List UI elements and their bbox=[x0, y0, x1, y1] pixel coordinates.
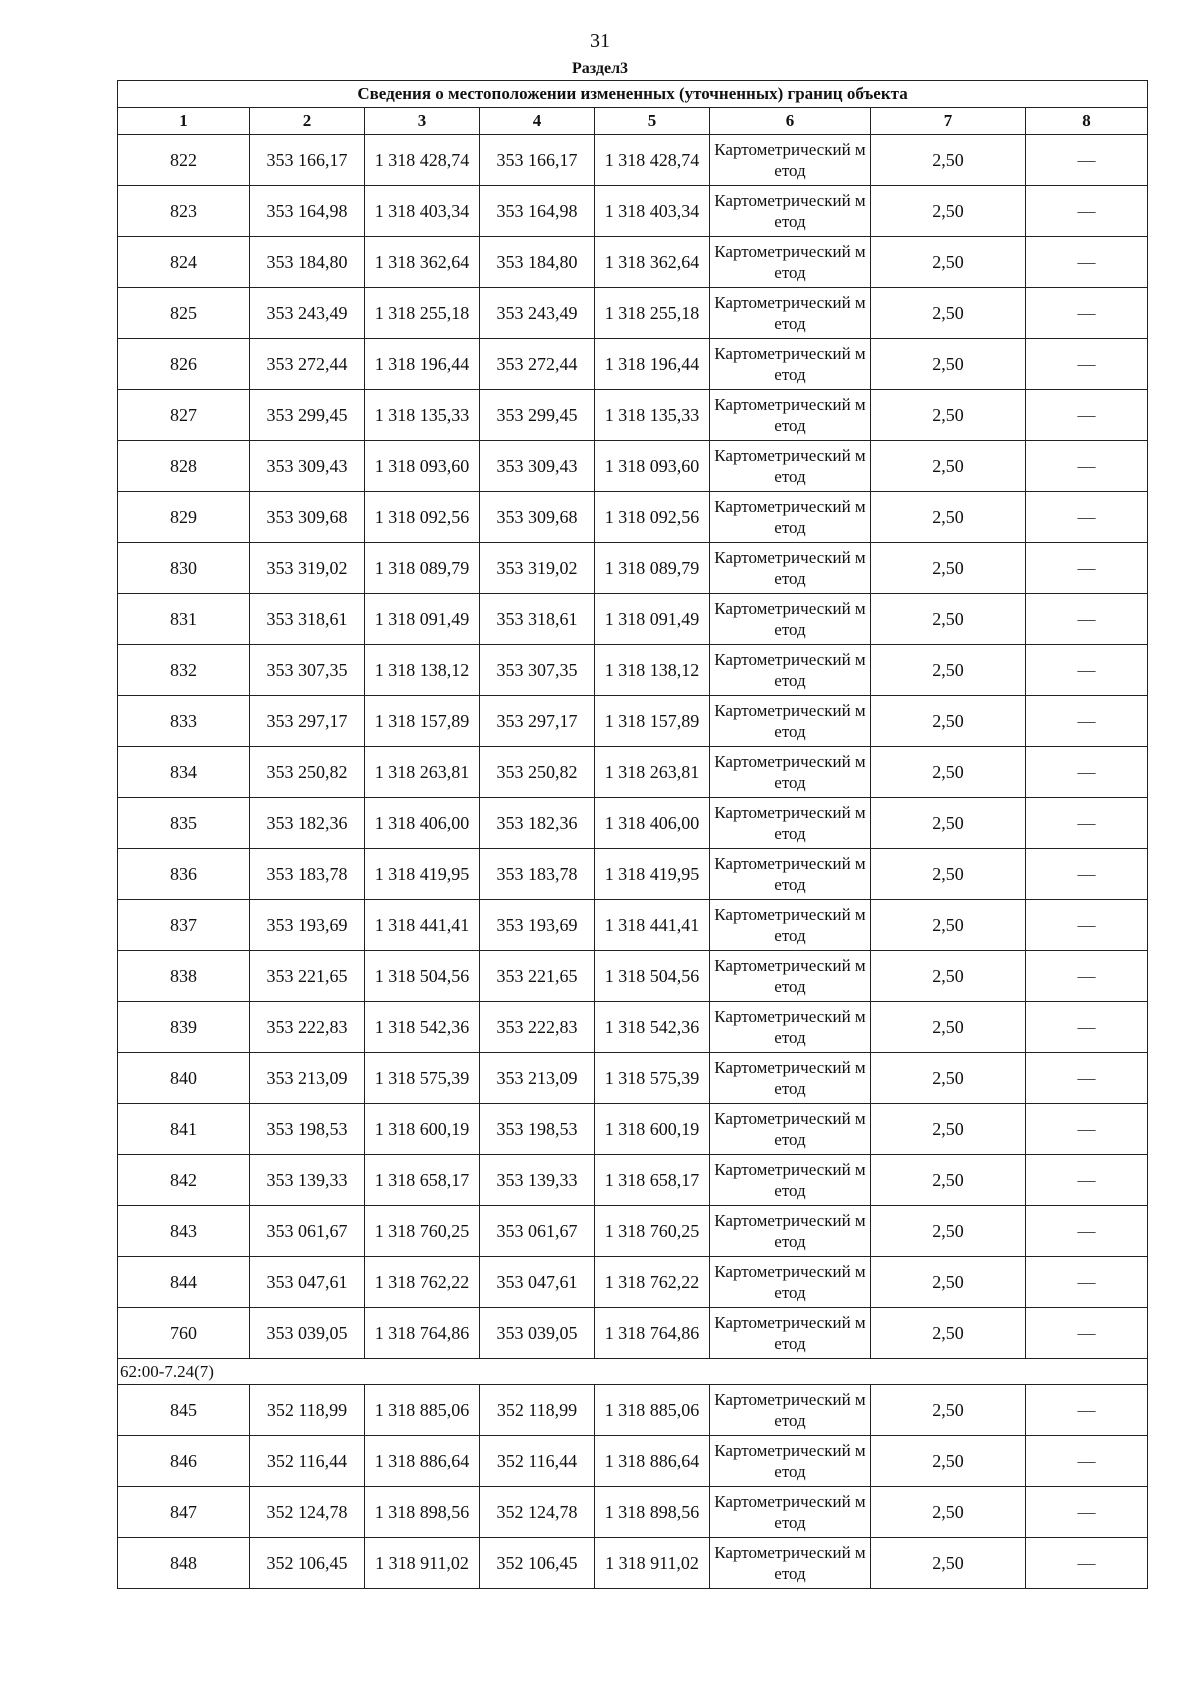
coordinate-cell: 1 318 157,89 bbox=[365, 696, 480, 747]
coordinate-cell: 1 318 196,44 bbox=[365, 339, 480, 390]
coordinate-cell: 353 221,65 bbox=[250, 951, 365, 1002]
coordinate-cell: 1 318 263,81 bbox=[365, 747, 480, 798]
coordinate-cell: 1 318 575,39 bbox=[595, 1053, 710, 1104]
point-number-cell: 837 bbox=[118, 900, 250, 951]
method-cell: Картометрический метод bbox=[710, 1487, 871, 1538]
point-number-cell: 822 bbox=[118, 135, 250, 186]
coordinate-cell: 1 318 885,06 bbox=[365, 1385, 480, 1436]
coordinate-cell: 353 139,33 bbox=[480, 1155, 595, 1206]
point-number-cell: 830 bbox=[118, 543, 250, 594]
coordinate-cell: 352 106,45 bbox=[250, 1538, 365, 1589]
coordinate-cell: 1 318 406,00 bbox=[595, 798, 710, 849]
accuracy-cell: 2,50 bbox=[871, 441, 1026, 492]
group-row bbox=[118, 1359, 1148, 1385]
table-row bbox=[118, 339, 1148, 390]
table-row bbox=[118, 1155, 1148, 1206]
accuracy-cell: 2,50 bbox=[871, 135, 1026, 186]
coordinate-cell: 353 309,68 bbox=[480, 492, 595, 543]
point-number-cell: 825 bbox=[118, 288, 250, 339]
point-number-cell: 829 bbox=[118, 492, 250, 543]
method-cell: Картометрический метод bbox=[710, 1385, 871, 1436]
table-row bbox=[118, 543, 1148, 594]
coordinate-cell: 353 297,17 bbox=[480, 696, 595, 747]
table-row bbox=[118, 1257, 1148, 1308]
method-cell: Картометрический метод bbox=[710, 1002, 871, 1053]
method-cell: Картометрический метод bbox=[710, 645, 871, 696]
coordinate-cell: 352 124,78 bbox=[480, 1487, 595, 1538]
note-cell: — bbox=[1026, 951, 1148, 1002]
coordinate-cell: 353 309,43 bbox=[480, 441, 595, 492]
coordinate-cell: 1 318 575,39 bbox=[365, 1053, 480, 1104]
table-row bbox=[118, 1436, 1148, 1487]
coordinate-cell: 352 118,99 bbox=[250, 1385, 365, 1436]
coordinate-cell: 1 318 911,02 bbox=[595, 1538, 710, 1589]
note-cell: — bbox=[1026, 1436, 1148, 1487]
coordinate-cell: 353 309,43 bbox=[250, 441, 365, 492]
point-number-cell: 842 bbox=[118, 1155, 250, 1206]
coordinate-cell: 353 213,09 bbox=[250, 1053, 365, 1104]
accuracy-cell: 2,50 bbox=[871, 594, 1026, 645]
accuracy-cell: 2,50 bbox=[871, 798, 1026, 849]
coordinate-cell: 1 318 600,19 bbox=[365, 1104, 480, 1155]
method-cell: Картометрический метод bbox=[710, 1308, 871, 1359]
coordinate-cell: 1 318 428,74 bbox=[365, 135, 480, 186]
point-number-cell: 839 bbox=[118, 1002, 250, 1053]
note-cell: — bbox=[1026, 1385, 1148, 1436]
point-number-cell: 823 bbox=[118, 186, 250, 237]
coordinate-cell: 353 184,80 bbox=[250, 237, 365, 288]
coordinate-cell: 353 250,82 bbox=[480, 747, 595, 798]
accuracy-cell: 2,50 bbox=[871, 390, 1026, 441]
coordinate-cell: 1 318 764,86 bbox=[365, 1308, 480, 1359]
coordinate-cell: 353 198,53 bbox=[250, 1104, 365, 1155]
coordinate-cell: 1 318 428,74 bbox=[595, 135, 710, 186]
coordinate-cell: 352 106,45 bbox=[480, 1538, 595, 1589]
method-cell: Картометрический метод bbox=[710, 1436, 871, 1487]
coordinate-cell: 353 307,35 bbox=[250, 645, 365, 696]
accuracy-cell: 2,50 bbox=[871, 339, 1026, 390]
note-cell: — bbox=[1026, 747, 1148, 798]
note-cell: — bbox=[1026, 288, 1148, 339]
coordinate-cell: 353 272,44 bbox=[480, 339, 595, 390]
coordinate-cell: 1 318 886,64 bbox=[595, 1436, 710, 1487]
method-cell: Картометрический метод bbox=[710, 1053, 871, 1104]
table-row bbox=[118, 390, 1148, 441]
note-cell: — bbox=[1026, 543, 1148, 594]
coordinate-cell: 353 221,65 bbox=[480, 951, 595, 1002]
note-cell: — bbox=[1026, 1206, 1148, 1257]
note-cell: — bbox=[1026, 849, 1148, 900]
column-header-4: 4 bbox=[480, 108, 595, 135]
accuracy-cell: 2,50 bbox=[871, 696, 1026, 747]
note-cell: — bbox=[1026, 186, 1148, 237]
coordinate-cell: 1 318 135,33 bbox=[365, 390, 480, 441]
note-cell: — bbox=[1026, 492, 1148, 543]
point-number-cell: 824 bbox=[118, 237, 250, 288]
coordinate-cell: 1 318 135,33 bbox=[595, 390, 710, 441]
column-header-3: 3 bbox=[365, 108, 480, 135]
method-cell: Картометрический метод bbox=[710, 441, 871, 492]
table-row bbox=[118, 696, 1148, 747]
point-number-cell: 836 bbox=[118, 849, 250, 900]
column-header-row bbox=[118, 108, 1148, 135]
accuracy-cell: 2,50 bbox=[871, 747, 1026, 798]
coordinate-cell: 1 318 196,44 bbox=[595, 339, 710, 390]
coordinate-cell: 353 198,53 bbox=[480, 1104, 595, 1155]
coordinate-cell: 1 318 091,49 bbox=[595, 594, 710, 645]
note-cell: — bbox=[1026, 798, 1148, 849]
coordinate-cell: 1 318 658,17 bbox=[595, 1155, 710, 1206]
coordinate-cell: 1 318 138,12 bbox=[365, 645, 480, 696]
coordinate-cell: 1 318 504,56 bbox=[365, 951, 480, 1002]
point-number-cell: 845 bbox=[118, 1385, 250, 1436]
coordinate-cell: 1 318 089,79 bbox=[365, 543, 480, 594]
coordinate-cell: 353 243,49 bbox=[250, 288, 365, 339]
note-cell: — bbox=[1026, 1053, 1148, 1104]
coordinate-cell: 353 297,17 bbox=[250, 696, 365, 747]
table-row bbox=[118, 849, 1148, 900]
accuracy-cell: 2,50 bbox=[871, 951, 1026, 1002]
coordinate-cell: 353 139,33 bbox=[250, 1155, 365, 1206]
coordinate-cell: 1 318 091,49 bbox=[365, 594, 480, 645]
coordinate-cell: 1 318 138,12 bbox=[595, 645, 710, 696]
coordinate-cell: 1 318 760,25 bbox=[595, 1206, 710, 1257]
note-cell: — bbox=[1026, 1002, 1148, 1053]
accuracy-cell: 2,50 bbox=[871, 1257, 1026, 1308]
coordinate-cell: 1 318 762,22 bbox=[595, 1257, 710, 1308]
coordinates-table bbox=[117, 80, 1148, 1589]
coordinate-cell: 353 061,67 bbox=[250, 1206, 365, 1257]
column-header-1: 1 bbox=[118, 108, 250, 135]
method-cell: Картометрический метод bbox=[710, 492, 871, 543]
table-row bbox=[118, 135, 1148, 186]
note-cell: — bbox=[1026, 441, 1148, 492]
coordinate-cell: 353 164,98 bbox=[480, 186, 595, 237]
point-number-cell: 828 bbox=[118, 441, 250, 492]
coordinate-cell: 353 299,45 bbox=[250, 390, 365, 441]
table-row bbox=[118, 441, 1148, 492]
coordinate-cell: 1 318 093,60 bbox=[365, 441, 480, 492]
method-cell: Картометрический метод bbox=[710, 1104, 871, 1155]
table-row bbox=[118, 186, 1148, 237]
coordinate-cell: 352 124,78 bbox=[250, 1487, 365, 1538]
point-number-cell: 833 bbox=[118, 696, 250, 747]
accuracy-cell: 2,50 bbox=[871, 849, 1026, 900]
method-cell: Картометрический метод bbox=[710, 798, 871, 849]
coordinate-cell: 352 118,99 bbox=[480, 1385, 595, 1436]
table-row bbox=[118, 1104, 1148, 1155]
point-number-cell: 848 bbox=[118, 1538, 250, 1589]
coordinate-cell: 1 318 542,36 bbox=[595, 1002, 710, 1053]
table-row bbox=[118, 798, 1148, 849]
group-label: 62:00-7.24(7) bbox=[118, 1359, 1148, 1385]
coordinate-cell: 352 116,44 bbox=[480, 1436, 595, 1487]
accuracy-cell: 2,50 bbox=[871, 900, 1026, 951]
column-header-5: 5 bbox=[595, 108, 710, 135]
accuracy-cell: 2,50 bbox=[871, 186, 1026, 237]
coordinate-cell: 353 243,49 bbox=[480, 288, 595, 339]
coordinate-cell: 353 047,61 bbox=[480, 1257, 595, 1308]
coordinate-cell: 353 307,35 bbox=[480, 645, 595, 696]
table-row bbox=[118, 1308, 1148, 1359]
point-number-cell: 760 bbox=[118, 1308, 250, 1359]
coordinate-cell: 353 222,83 bbox=[480, 1002, 595, 1053]
table-row bbox=[118, 900, 1148, 951]
coordinate-cell: 352 116,44 bbox=[250, 1436, 365, 1487]
method-cell: Картометрический метод bbox=[710, 849, 871, 900]
coordinate-cell: 1 318 760,25 bbox=[365, 1206, 480, 1257]
coordinate-cell: 353 061,67 bbox=[480, 1206, 595, 1257]
coordinate-cell: 1 318 255,18 bbox=[365, 288, 480, 339]
coordinate-cell: 1 318 089,79 bbox=[595, 543, 710, 594]
point-number-cell: 844 bbox=[118, 1257, 250, 1308]
coordinate-cell: 1 318 419,95 bbox=[365, 849, 480, 900]
method-cell: Картометрический метод bbox=[710, 135, 871, 186]
coordinate-cell: 353 309,68 bbox=[250, 492, 365, 543]
coordinate-cell: 1 318 092,56 bbox=[365, 492, 480, 543]
page-number: 31 bbox=[590, 30, 610, 52]
coordinate-cell: 353 039,05 bbox=[250, 1308, 365, 1359]
table-row bbox=[118, 1053, 1148, 1104]
note-cell: — bbox=[1026, 645, 1148, 696]
coordinate-cell: 1 318 885,06 bbox=[595, 1385, 710, 1436]
table-row bbox=[118, 1538, 1148, 1589]
table-row bbox=[118, 288, 1148, 339]
accuracy-cell: 2,50 bbox=[871, 645, 1026, 696]
coordinate-cell: 353 193,69 bbox=[480, 900, 595, 951]
coordinate-cell: 353 166,17 bbox=[480, 135, 595, 186]
note-cell: — bbox=[1026, 1308, 1148, 1359]
coordinate-cell: 353 182,36 bbox=[250, 798, 365, 849]
method-cell: Картометрический метод bbox=[710, 237, 871, 288]
table-row bbox=[118, 747, 1148, 798]
point-number-cell: 843 bbox=[118, 1206, 250, 1257]
coordinate-cell: 1 318 898,56 bbox=[365, 1487, 480, 1538]
accuracy-cell: 2,50 bbox=[871, 492, 1026, 543]
table-row bbox=[118, 594, 1148, 645]
point-number-cell: 826 bbox=[118, 339, 250, 390]
coordinate-cell: 1 318 441,41 bbox=[595, 900, 710, 951]
coordinate-cell: 353 039,05 bbox=[480, 1308, 595, 1359]
coordinate-cell: 1 318 406,00 bbox=[365, 798, 480, 849]
coordinate-cell: 1 318 157,89 bbox=[595, 696, 710, 747]
coordinate-cell: 353 184,80 bbox=[480, 237, 595, 288]
accuracy-cell: 2,50 bbox=[871, 1308, 1026, 1359]
accuracy-cell: 2,50 bbox=[871, 1487, 1026, 1538]
method-cell: Картометрический метод bbox=[710, 951, 871, 1002]
coordinate-cell: 1 318 255,18 bbox=[595, 288, 710, 339]
table-row bbox=[118, 492, 1148, 543]
coordinate-cell: 353 222,83 bbox=[250, 1002, 365, 1053]
coordinate-cell: 1 318 263,81 bbox=[595, 747, 710, 798]
method-cell: Картометрический метод bbox=[710, 747, 871, 798]
point-number-cell: 838 bbox=[118, 951, 250, 1002]
method-cell: Картометрический метод bbox=[710, 1257, 871, 1308]
coordinate-cell: 353 183,78 bbox=[480, 849, 595, 900]
coordinate-cell: 353 047,61 bbox=[250, 1257, 365, 1308]
coordinate-cell: 353 183,78 bbox=[250, 849, 365, 900]
note-cell: — bbox=[1026, 900, 1148, 951]
method-cell: Картометрический метод bbox=[710, 696, 871, 747]
coordinate-cell: 353 318,61 bbox=[480, 594, 595, 645]
coordinate-cell: 1 318 093,60 bbox=[595, 441, 710, 492]
accuracy-cell: 2,50 bbox=[871, 1104, 1026, 1155]
point-number-cell: 841 bbox=[118, 1104, 250, 1155]
point-number-cell: 835 bbox=[118, 798, 250, 849]
column-header-2: 2 bbox=[250, 108, 365, 135]
accuracy-cell: 2,50 bbox=[871, 1538, 1026, 1589]
method-cell: Картометрический метод bbox=[710, 288, 871, 339]
point-number-cell: 834 bbox=[118, 747, 250, 798]
column-header-7: 7 bbox=[871, 108, 1026, 135]
coordinate-cell: 353 193,69 bbox=[250, 900, 365, 951]
accuracy-cell: 2,50 bbox=[871, 1385, 1026, 1436]
accuracy-cell: 2,50 bbox=[871, 1053, 1026, 1104]
coordinate-cell: 353 319,02 bbox=[250, 543, 365, 594]
method-cell: Картометрический метод bbox=[710, 339, 871, 390]
section-title: Раздел3 bbox=[571, 60, 629, 77]
coordinate-cell: 353 213,09 bbox=[480, 1053, 595, 1104]
table-body bbox=[118, 135, 1148, 1589]
table-row bbox=[118, 1385, 1148, 1436]
note-cell: — bbox=[1026, 696, 1148, 747]
coordinate-cell: 353 318,61 bbox=[250, 594, 365, 645]
point-number-cell: 827 bbox=[118, 390, 250, 441]
coordinate-cell: 353 166,17 bbox=[250, 135, 365, 186]
coordinate-cell: 1 318 403,34 bbox=[595, 186, 710, 237]
coordinate-cell: 1 318 542,36 bbox=[365, 1002, 480, 1053]
coordinate-cell: 1 318 441,41 bbox=[365, 900, 480, 951]
coordinate-cell: 353 164,98 bbox=[250, 186, 365, 237]
accuracy-cell: 2,50 bbox=[871, 1206, 1026, 1257]
note-cell: — bbox=[1026, 237, 1148, 288]
note-cell: — bbox=[1026, 594, 1148, 645]
method-cell: Картометрический метод bbox=[710, 1155, 871, 1206]
note-cell: — bbox=[1026, 1257, 1148, 1308]
note-cell: — bbox=[1026, 390, 1148, 441]
method-cell: Картометрический метод bbox=[710, 594, 871, 645]
method-cell: Картометрический метод bbox=[710, 900, 871, 951]
note-cell: — bbox=[1026, 1104, 1148, 1155]
note-cell: — bbox=[1026, 1155, 1148, 1206]
table-row bbox=[118, 1487, 1148, 1538]
column-header-8: 8 bbox=[1026, 108, 1148, 135]
coordinate-cell: 1 318 898,56 bbox=[595, 1487, 710, 1538]
table-title: Сведения о местоположении измененных (уточненных) границ объекта bbox=[118, 81, 1148, 108]
method-cell: Картометрический метод bbox=[710, 390, 871, 441]
point-number-cell: 847 bbox=[118, 1487, 250, 1538]
accuracy-cell: 2,50 bbox=[871, 543, 1026, 594]
coordinate-cell: 1 318 362,64 bbox=[595, 237, 710, 288]
accuracy-cell: 2,50 bbox=[871, 1155, 1026, 1206]
accuracy-cell: 2,50 bbox=[871, 1002, 1026, 1053]
coordinate-cell: 1 318 886,64 bbox=[365, 1436, 480, 1487]
coordinate-cell: 353 250,82 bbox=[250, 747, 365, 798]
point-number-cell: 840 bbox=[118, 1053, 250, 1104]
table-row bbox=[118, 951, 1148, 1002]
table-row bbox=[118, 237, 1148, 288]
method-cell: Картометрический метод bbox=[710, 1538, 871, 1589]
method-cell: Картометрический метод bbox=[710, 186, 871, 237]
point-number-cell: 832 bbox=[118, 645, 250, 696]
note-cell: — bbox=[1026, 135, 1148, 186]
coordinate-cell: 1 318 658,17 bbox=[365, 1155, 480, 1206]
coordinate-cell: 1 318 762,22 bbox=[365, 1257, 480, 1308]
coordinate-cell: 1 318 600,19 bbox=[595, 1104, 710, 1155]
coordinate-cell: 1 318 403,34 bbox=[365, 186, 480, 237]
coordinate-cell: 353 319,02 bbox=[480, 543, 595, 594]
coordinate-cell: 1 318 764,86 bbox=[595, 1308, 710, 1359]
coordinate-cell: 353 182,36 bbox=[480, 798, 595, 849]
point-number-cell: 831 bbox=[118, 594, 250, 645]
coordinate-cell: 1 318 419,95 bbox=[595, 849, 710, 900]
accuracy-cell: 2,50 bbox=[871, 237, 1026, 288]
coordinate-cell: 1 318 362,64 bbox=[365, 237, 480, 288]
note-cell: — bbox=[1026, 1538, 1148, 1589]
coordinate-cell: 1 318 911,02 bbox=[365, 1538, 480, 1589]
accuracy-cell: 2,50 bbox=[871, 288, 1026, 339]
note-cell: — bbox=[1026, 1487, 1148, 1538]
method-cell: Картометрический метод bbox=[710, 543, 871, 594]
coordinate-cell: 1 318 504,56 bbox=[595, 951, 710, 1002]
column-header-6: 6 bbox=[710, 108, 871, 135]
coordinate-cell: 1 318 092,56 bbox=[595, 492, 710, 543]
accuracy-cell: 2,50 bbox=[871, 1436, 1026, 1487]
method-cell: Картометрический метод bbox=[710, 1206, 871, 1257]
coordinate-cell: 353 299,45 bbox=[480, 390, 595, 441]
table-row bbox=[118, 1002, 1148, 1053]
coordinate-cell: 353 272,44 bbox=[250, 339, 365, 390]
table-row bbox=[118, 645, 1148, 696]
table-row bbox=[118, 1206, 1148, 1257]
point-number-cell: 846 bbox=[118, 1436, 250, 1487]
note-cell: — bbox=[1026, 339, 1148, 390]
